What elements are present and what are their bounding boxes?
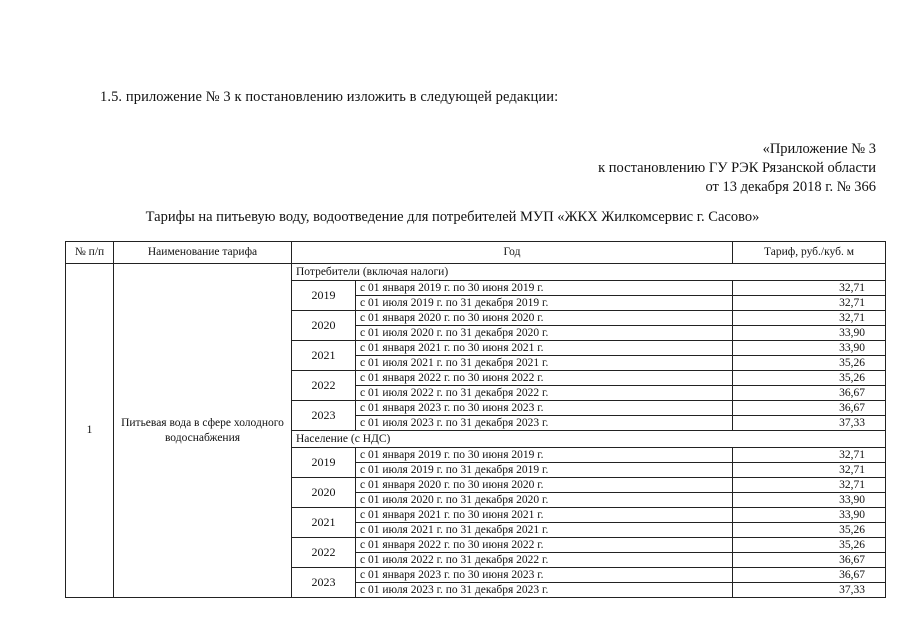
tariff-value-cell: 32,71	[733, 311, 886, 326]
period-cell: с 01 июля 2019 г. по 31 декабря 2019 г.	[356, 463, 733, 478]
tariff-value-cell: 35,26	[733, 538, 886, 553]
tariff-value-cell: 32,71	[733, 478, 886, 493]
period-cell: с 01 июля 2023 г. по 31 декабря 2023 г.	[356, 416, 733, 431]
tariff-value-cell: 32,71	[733, 463, 886, 478]
year-cell: 2020	[292, 311, 356, 341]
period-cell: с 01 января 2023 г. по 30 июня 2023 г.	[356, 568, 733, 583]
tariff-value-cell: 32,71	[733, 296, 886, 311]
period-cell: с 01 июля 2021 г. по 31 декабря 2021 г.	[356, 356, 733, 371]
year-cell: 2023	[292, 568, 356, 598]
period-cell: с 01 июля 2020 г. по 31 декабря 2020 г.	[356, 326, 733, 341]
period-cell: с 01 января 2019 г. по 30 июня 2019 г.	[356, 448, 733, 463]
year-cell: 2020	[292, 478, 356, 508]
tariff-value-cell: 33,90	[733, 341, 886, 356]
period-cell: с 01 января 2020 г. по 30 июня 2020 г.	[356, 311, 733, 326]
intro-paragraph: 1.5. приложение № 3 к постановлению изложить в следующей редакции:	[100, 89, 559, 105]
tariff-value-cell: 37,33	[733, 583, 886, 598]
year-cell: 2019	[292, 448, 356, 478]
period-cell: с 01 июля 2020 г. по 31 декабря 2020 г.	[356, 493, 733, 508]
document-title: Тарифы на питьевую воду, водоотведение для потребителей МУП «ЖКХ Жилкомсервис г. Сасово»	[145, 209, 760, 225]
row-number: 1	[66, 264, 114, 598]
header-tariff: Тариф, руб./куб. м	[733, 242, 886, 264]
period-cell: с 01 января 2023 г. по 30 июня 2023 г.	[356, 401, 733, 416]
appendix-heading	[598, 140, 876, 197]
year-cell: 2023	[292, 401, 356, 431]
header-num: № п/п	[66, 242, 114, 264]
tariff-value-cell: 32,71	[733, 281, 886, 296]
tariff-value-cell: 36,67	[733, 386, 886, 401]
tariff-value-cell: 36,67	[733, 553, 886, 568]
period-cell: с 01 января 2022 г. по 30 июня 2022 г.	[356, 371, 733, 386]
appendix-line-2: к постановлению ГУ РЭК Рязанской области	[598, 160, 876, 176]
period-cell: с 01 января 2021 г. по 30 июня 2021 г.	[356, 341, 733, 356]
table-body	[66, 264, 886, 598]
tariff-value-cell: 35,26	[733, 371, 886, 386]
group-label: Потребители (включая налоги)	[292, 264, 886, 281]
period-cell: с 01 января 2021 г. по 30 июня 2021 г.	[356, 508, 733, 523]
appendix-line-3: от 13 декабря 2018 г. № 366	[705, 179, 876, 195]
table-header-row	[66, 242, 886, 264]
tariff-name: Питьевая вода в сфере холодного водоснабжения	[114, 264, 292, 598]
year-cell: 2022	[292, 371, 356, 401]
tariff-value-cell: 36,67	[733, 568, 886, 583]
period-cell: с 01 января 2022 г. по 30 июня 2022 г.	[356, 538, 733, 553]
tariff-value-cell: 35,26	[733, 523, 886, 538]
period-cell: с 01 июля 2022 г. по 31 декабря 2022 г.	[356, 553, 733, 568]
appendix-line-1: «Приложение № 3	[762, 141, 876, 157]
year-cell: 2021	[292, 341, 356, 371]
period-cell: с 01 января 2019 г. по 30 июня 2019 г.	[356, 281, 733, 296]
tariff-value-cell: 36,67	[733, 401, 886, 416]
group-label: Население (с НДС)	[292, 431, 886, 448]
tariff-value-cell: 33,90	[733, 508, 886, 523]
header-year: Год	[292, 242, 733, 264]
tariff-value-cell: 33,90	[733, 493, 886, 508]
header-name: Наименование тарифа	[114, 242, 292, 264]
tariff-value-cell: 32,71	[733, 448, 886, 463]
tariff-value-cell: 37,33	[733, 416, 886, 431]
group-row	[66, 264, 886, 281]
year-cell: 2019	[292, 281, 356, 311]
tariff-value-cell: 35,26	[733, 356, 886, 371]
year-cell: 2022	[292, 538, 356, 568]
period-cell: с 01 июля 2019 г. по 31 декабря 2019 г.	[356, 296, 733, 311]
period-cell: с 01 июля 2021 г. по 31 декабря 2021 г.	[356, 523, 733, 538]
period-cell: с 01 января 2020 г. по 30 июня 2020 г.	[356, 478, 733, 493]
period-cell: с 01 июля 2023 г. по 31 декабря 2023 г.	[356, 583, 733, 598]
year-cell: 2021	[292, 508, 356, 538]
tariff-table	[65, 241, 886, 598]
period-cell: с 01 июля 2022 г. по 31 декабря 2022 г.	[356, 386, 733, 401]
tariff-value-cell: 33,90	[733, 326, 886, 341]
